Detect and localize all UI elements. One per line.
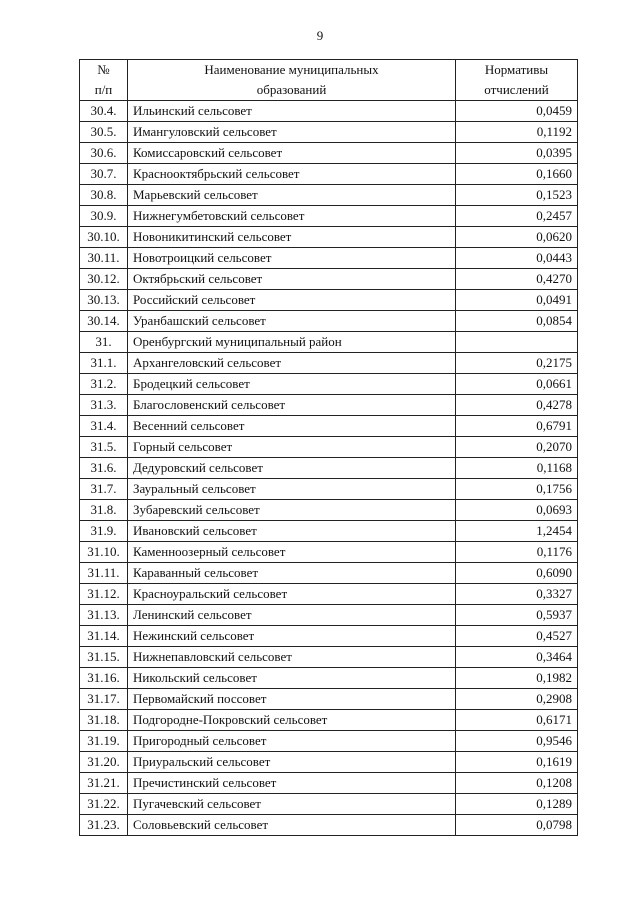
table-row: [80, 206, 578, 227]
row-name-cell: Подгородне-Покровский сельсовет: [128, 710, 456, 731]
table-row: [80, 563, 578, 584]
row-value-cell: 0,4527: [456, 626, 578, 647]
header-name-line1: Наименование муниципальных: [204, 62, 379, 77]
row-name-cell: Пречистинский сельсовет: [128, 773, 456, 794]
row-value-cell: 0,1523: [456, 185, 578, 206]
row-number-cell: 31.23.: [80, 815, 128, 836]
header-name: [128, 60, 456, 101]
row-name-cell: Каменноозерный сельсовет: [128, 542, 456, 563]
header-value: [456, 60, 578, 101]
row-value-cell: 0,3464: [456, 647, 578, 668]
table-body: [80, 101, 578, 836]
row-number-cell: 30.5.: [80, 122, 128, 143]
row-number-cell: 30.7.: [80, 164, 128, 185]
row-name-cell: Первомайский поссовет: [128, 689, 456, 710]
row-value-cell: 0,0395: [456, 143, 578, 164]
row-name-cell: Красноуральский сельсовет: [128, 584, 456, 605]
row-name-cell: Нежинский сельсовет: [128, 626, 456, 647]
row-value-cell: 0,0459: [456, 101, 578, 122]
row-value-cell: 0,0693: [456, 500, 578, 521]
table-row: [80, 815, 578, 836]
row-number-cell: 31.2.: [80, 374, 128, 395]
row-value-cell: 0,6791: [456, 416, 578, 437]
row-name-cell: Марьевский сельсовет: [128, 185, 456, 206]
row-value-cell: 0,3327: [456, 584, 578, 605]
row-value-cell: 0,1619: [456, 752, 578, 773]
row-value-cell: 0,5937: [456, 605, 578, 626]
row-value-cell: 0,9546: [456, 731, 578, 752]
row-number-cell: 31.6.: [80, 458, 128, 479]
table-row: [80, 311, 578, 332]
table-row: [80, 248, 578, 269]
row-value-cell: 0,0443: [456, 248, 578, 269]
row-number-cell: 31.22.: [80, 794, 128, 815]
row-name-cell: Бродецкий сельсовет: [128, 374, 456, 395]
row-number-cell: 30.4.: [80, 101, 128, 122]
table-row: [80, 290, 578, 311]
row-number-cell: 31.19.: [80, 731, 128, 752]
row-name-cell: Нижнепавловский сельсовет: [128, 647, 456, 668]
row-number-cell: 30.13.: [80, 290, 128, 311]
table-row: [80, 689, 578, 710]
row-name-cell: Новоникитинский сельсовет: [128, 227, 456, 248]
row-number-cell: 31.8.: [80, 500, 128, 521]
row-name-cell: Зауральный сельсовет: [128, 479, 456, 500]
row-number-cell: 30.9.: [80, 206, 128, 227]
row-number-cell: 31.12.: [80, 584, 128, 605]
table-row: [80, 374, 578, 395]
row-value-cell: [456, 332, 578, 353]
header-name-line2: образований: [256, 82, 327, 97]
row-name-cell: Благословенский сельсовет: [128, 395, 456, 416]
table-row: [80, 668, 578, 689]
row-name-cell: Пригородный сельсовет: [128, 731, 456, 752]
row-number-cell: 31.4.: [80, 416, 128, 437]
page-number: 9: [316, 28, 324, 43]
row-number-cell: 30.10.: [80, 227, 128, 248]
table-row: [80, 500, 578, 521]
row-name-cell: Приуральский сельсовет: [128, 752, 456, 773]
table-row: [80, 710, 578, 731]
row-value-cell: 0,1660: [456, 164, 578, 185]
row-value-cell: 0,1289: [456, 794, 578, 815]
row-number-cell: 31.3.: [80, 395, 128, 416]
table-row: [80, 143, 578, 164]
row-value-cell: 0,1168: [456, 458, 578, 479]
row-number-cell: 30.6.: [80, 143, 128, 164]
row-number-cell: 31.18.: [80, 710, 128, 731]
row-number-cell: 31.15.: [80, 647, 128, 668]
row-name-cell: Имангуловский сельсовет: [128, 122, 456, 143]
table-row: [80, 269, 578, 290]
row-number-cell: 31.11.: [80, 563, 128, 584]
row-number-cell: 30.8.: [80, 185, 128, 206]
row-name-cell: Оренбургский муниципальный район: [128, 332, 456, 353]
header-number-line2: п/п: [94, 82, 113, 97]
row-value-cell: 0,2175: [456, 353, 578, 374]
header-number-line1: №: [97, 62, 110, 77]
row-number-cell: 30.12.: [80, 269, 128, 290]
row-value-cell: 0,0798: [456, 815, 578, 836]
row-name-cell: Весенний сельсовет: [128, 416, 456, 437]
row-number-cell: 31.20.: [80, 752, 128, 773]
table-row: [80, 773, 578, 794]
table-row: [80, 437, 578, 458]
table-row: [80, 185, 578, 206]
norms-table: [79, 59, 578, 836]
row-number-cell: 31.1.: [80, 353, 128, 374]
row-name-cell: Ленинский сельсовет: [128, 605, 456, 626]
row-number-cell: 31.7.: [80, 479, 128, 500]
row-name-cell: Никольский сельсовет: [128, 668, 456, 689]
row-name-cell: Ильинский сельсовет: [128, 101, 456, 122]
row-name-cell: Пугачевский сельсовет: [128, 794, 456, 815]
row-name-cell: Соловьевский сельсовет: [128, 815, 456, 836]
row-name-cell: Новотроицкий сельсовет: [128, 248, 456, 269]
row-name-cell: Уранбашский сельсовет: [128, 311, 456, 332]
row-value-cell: 0,0491: [456, 290, 578, 311]
row-name-cell: Дедуровский сельсовет: [128, 458, 456, 479]
table-row: [80, 521, 578, 542]
table-header-row: [80, 60, 578, 101]
row-name-cell: Ивановский сельсовет: [128, 521, 456, 542]
header-number: [80, 60, 128, 101]
row-value-cell: 0,2908: [456, 689, 578, 710]
header-value-line1: Нормативы: [484, 62, 549, 77]
row-number-cell: 31.21.: [80, 773, 128, 794]
table-row: [80, 227, 578, 248]
table-row: [80, 794, 578, 815]
table-row: [80, 353, 578, 374]
row-value-cell: 0,0620: [456, 227, 578, 248]
row-name-cell: Горный сельсовет: [128, 437, 456, 458]
row-value-cell: 0,1176: [456, 542, 578, 563]
row-name-cell: Российский сельсовет: [128, 290, 456, 311]
table-row: [80, 101, 578, 122]
table-row: [80, 395, 578, 416]
row-number-cell: 31.17.: [80, 689, 128, 710]
row-name-cell: Архангеловский сельсовет: [128, 353, 456, 374]
row-number-cell: 31.13.: [80, 605, 128, 626]
table-row: [80, 416, 578, 437]
row-name-cell: Караванный сельсовет: [128, 563, 456, 584]
row-name-cell: Октябрьский сельсовет: [128, 269, 456, 290]
table-row: [80, 122, 578, 143]
row-number-cell: 31.10.: [80, 542, 128, 563]
row-name-cell: Зубаревский сельсовет: [128, 500, 456, 521]
row-value-cell: 0,4270: [456, 269, 578, 290]
row-value-cell: 1,2454: [456, 521, 578, 542]
row-name-cell: Нижнегумбетовский сельсовет: [128, 206, 456, 227]
row-value-cell: 0,0854: [456, 311, 578, 332]
row-value-cell: 0,6171: [456, 710, 578, 731]
row-value-cell: 0,1982: [456, 668, 578, 689]
row-value-cell: 0,2457: [456, 206, 578, 227]
table-row: [80, 605, 578, 626]
row-value-cell: 0,1192: [456, 122, 578, 143]
row-name-cell: Комиссаровский сельсовет: [128, 143, 456, 164]
row-number-cell: 31.16.: [80, 668, 128, 689]
table-row: [80, 731, 578, 752]
row-number-cell: 30.14.: [80, 311, 128, 332]
table-row: [80, 479, 578, 500]
row-value-cell: 0,1756: [456, 479, 578, 500]
table-row: [80, 542, 578, 563]
row-number-cell: 31.: [80, 332, 128, 353]
row-name-cell: Краснооктябрьский сельсовет: [128, 164, 456, 185]
row-number-cell: 30.11.: [80, 248, 128, 269]
row-value-cell: 0,6090: [456, 563, 578, 584]
row-number-cell: 31.9.: [80, 521, 128, 542]
table-row: [80, 626, 578, 647]
table-row: [80, 647, 578, 668]
header-value-line2: отчислений: [484, 82, 549, 97]
row-number-cell: 31.14.: [80, 626, 128, 647]
table-row: [80, 332, 578, 353]
table-row: [80, 584, 578, 605]
row-value-cell: 0,1208: [456, 773, 578, 794]
table-row: [80, 164, 578, 185]
row-number-cell: 31.5.: [80, 437, 128, 458]
table-row: [80, 458, 578, 479]
table-row: [80, 752, 578, 773]
row-value-cell: 0,2070: [456, 437, 578, 458]
row-value-cell: 0,0661: [456, 374, 578, 395]
row-value-cell: 0,4278: [456, 395, 578, 416]
